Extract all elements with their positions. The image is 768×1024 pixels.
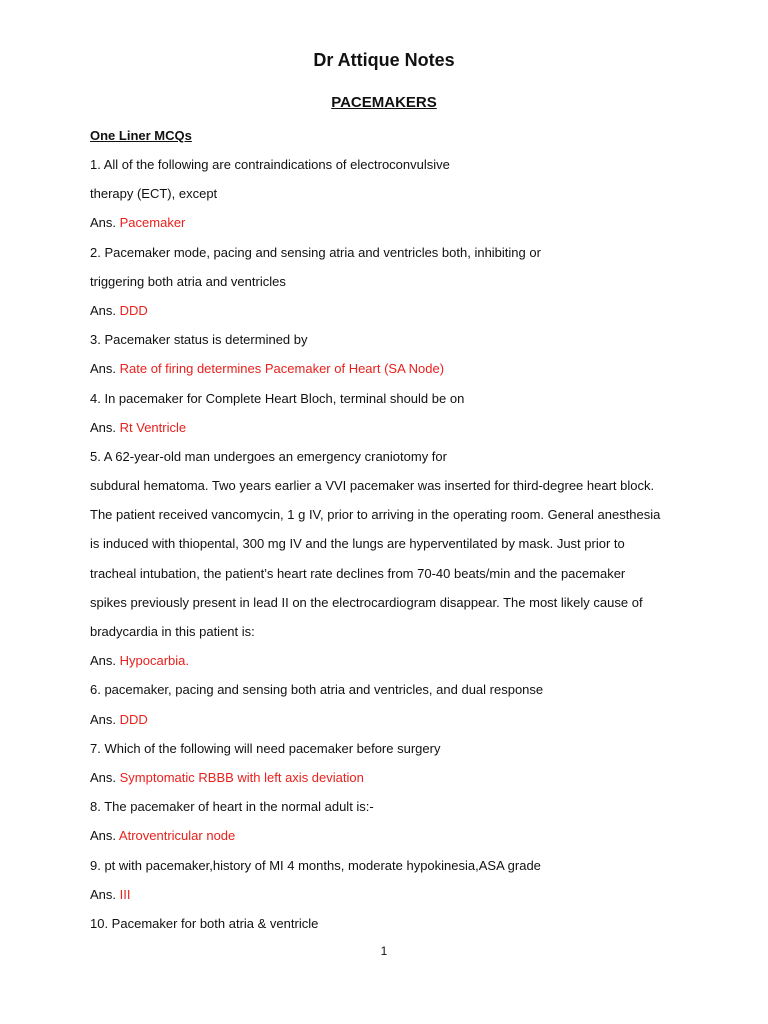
answer-prefix: Ans.	[90, 302, 117, 318]
question-line: triggering both atria and ventricles	[90, 273, 286, 289]
answer-prefix: Ans.	[90, 215, 117, 231]
answer-text: Rt Ventricle	[119, 419, 187, 435]
question-line: 1. All of the following are contraindications of electroconvulsive	[90, 157, 450, 172]
answer-text: Rate of firing determines Pacemaker of Heart (SA Node)	[119, 361, 445, 377]
answer-text: Atroventricular node	[118, 828, 236, 844]
question-line: 7. Which of the following will need pacemaker before surgery	[90, 740, 441, 756]
question-line: bradycardia in this patient is:	[90, 624, 255, 639]
answer-prefix: Ans.	[90, 769, 117, 785]
question-line: 10. Pacemaker for both atria & ventricle	[90, 915, 319, 931]
answer-prefix: Ans.	[90, 653, 117, 669]
answer-text: DDD	[119, 711, 148, 727]
answer-line	[90, 418, 690, 447]
answer-text: Pacemaker	[119, 215, 186, 231]
question-line: 2. Pacemaker mode, pacing and sensing atria and ventricles both, inhibiting or	[90, 244, 541, 260]
answer-line	[90, 768, 690, 797]
answer-text: DDD	[119, 302, 148, 318]
question-line: 3. Pacemaker status is determined by	[90, 332, 308, 348]
answer-line	[90, 359, 690, 388]
question-line: 4. In pacemaker for Complete Heart Bloch, terminal should be on	[90, 390, 465, 406]
answer-prefix: Ans.	[90, 711, 117, 727]
subheading: One Liner MCQs	[90, 128, 192, 143]
question-line: is induced with thiopental, 300 mg IV and the lungs are hyperventilated by mask. Just prior to	[90, 536, 625, 552]
answer-line	[90, 885, 690, 914]
question-line: 8. The pacemaker of heart in the normal adult is:-	[90, 799, 374, 815]
question-line: subdural hematoma. Two years earlier a VVI pacemaker was inserted for third-degree heart block.	[90, 478, 655, 494]
answer-line	[90, 651, 690, 680]
section-title: PACEMAKERS	[331, 94, 437, 111]
document-title: Dr Attique Notes	[313, 50, 455, 70]
mcq-list	[90, 155, 690, 943]
question-line: tracheal intubation, the patient’s heart rate declines from 70-40 beats/min and the pacemaker	[90, 565, 626, 581]
answer-text: Hypocarbia.	[119, 653, 190, 669]
question-line: spikes previously present in lead II on the electrocardiogram disappear. The most likely cause of	[90, 594, 643, 610]
answer-text: Symptomatic RBBB with left axis deviation	[119, 769, 364, 785]
question-line: therapy (ECT), except	[90, 186, 218, 202]
page-number: 1	[380, 944, 388, 958]
answer-prefix: Ans.	[90, 828, 117, 844]
question-line: The patient received vancomycin, 1 g IV, prior to arriving in the operating room. General anesthesia	[90, 507, 661, 523]
question-line: 6. pacemaker, pacing and sensing both atria and ventricles, and dual response	[90, 682, 544, 698]
question-line: 5. A 62-year-old man undergoes an emergency craniotomy for	[90, 448, 447, 464]
answer-line	[90, 826, 690, 855]
answer-line	[90, 301, 690, 330]
answer-text: III	[119, 886, 131, 902]
question-line: 9. pt with pacemaker,history of MI 4 months, moderate hypokinesia,ASA grade	[90, 857, 541, 873]
answer-prefix: Ans.	[90, 886, 117, 902]
answer-line	[90, 213, 690, 242]
answer-line	[90, 710, 690, 739]
answer-prefix: Ans.	[90, 419, 117, 435]
answer-prefix: Ans.	[90, 361, 117, 377]
